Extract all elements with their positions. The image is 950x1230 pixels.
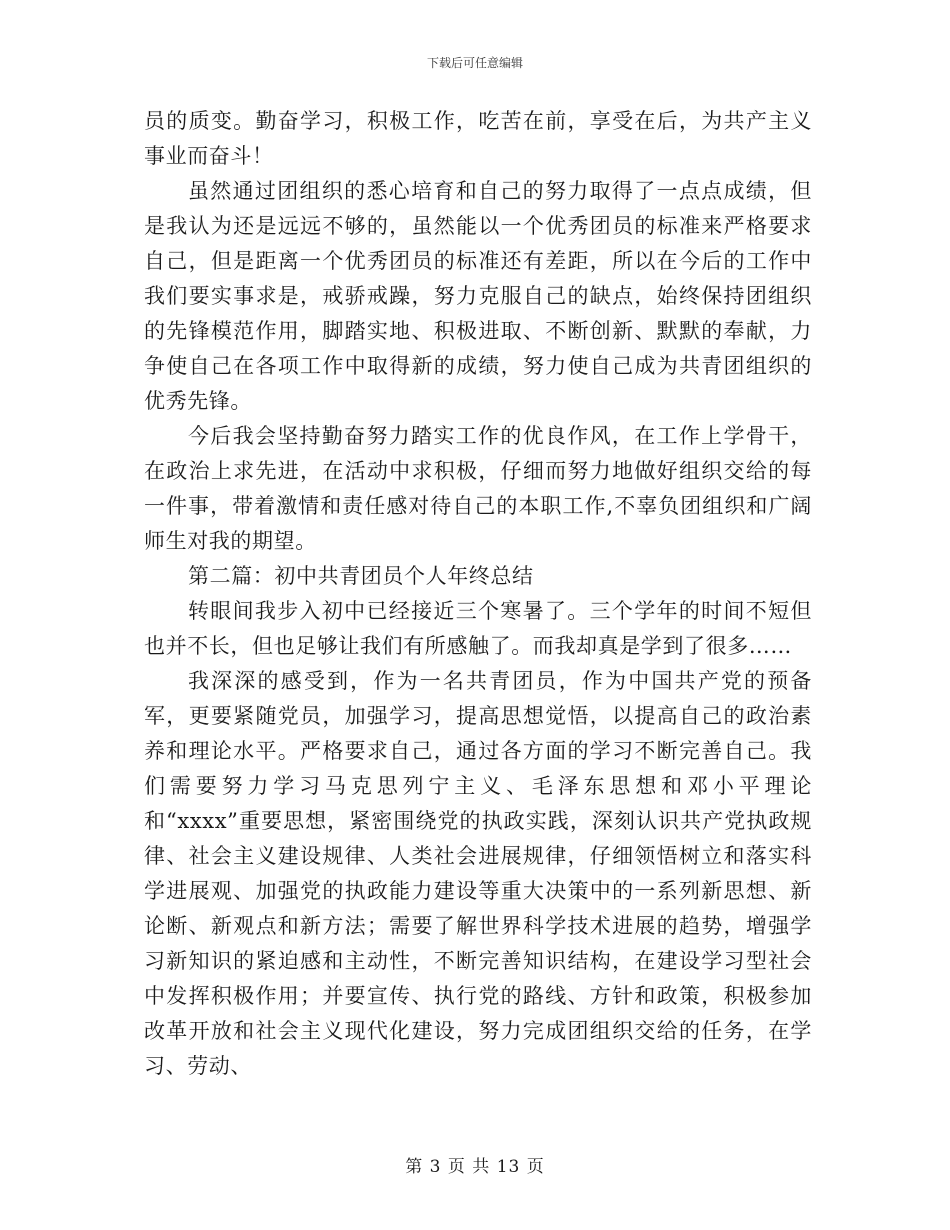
paragraph: 转眼间我步入初中已经接近三个寒暑了。三个学年的时间不短但也并不长，但也足够让我们有所感触了。而我却真是学到了很多……: [144, 599, 812, 658]
document-body: [144, 104, 812, 1084]
section-heading: 第二篇：初中共青团员个人年终总结: [188, 564, 534, 588]
paragraph: 虽然通过团组织的悉心培育和自己的努力取得了一点点成绩，但是我认为还是远远不够的，虽然能以一个优秀团员的标准来严格要求自己，但是距离一个优秀团员的标准还有差距，所以在今后的工作中我们要实事求是，戒骄戒躁，努力克服自己的缺点，始终保持团组织的先锋模范作用，脚踏实地、积极进取、不断创新、默默的奉献，力争使自己在各项工作中取得新的成绩，努力使自己成为共青团组织的优秀先锋。: [144, 179, 812, 413]
paragraph: 我深深的感受到，作为一名共青团员，作为中国共产党的预备军，更要紧随党员，加强学习，提高思想觉悟，以提高自己的政治素养和理论水平。严格要求自己，通过各方面的学习不断完善自己。我们需要努力学习马克思列宁主义、毛泽东思想和邓小平理论和“xxxx”重要思想，紧密围绕党的执政实践，深刻认识共产党执政规律、社会主义建设规律、人类社会进展规律，仔细领悟树立和落实科学进展观、加强党的执政能力建设等重大决策中的一系列新思想、新论断、新观点和新方法；需要了解世界科学技术进展的趋势，增强学习新知识的紧迫感和主动性，不断完善知识结构，在建设学习型社会中发挥积极作用；并要宣传、执行党的路线、方针和政策，积极参加改革开放和社会主义现代化建设，努力完成团组织交给的任务，在学习、劳动、: [144, 669, 812, 1078]
page-number: 第 3 页 共 13 页: [405, 1157, 545, 1177]
paragraph: 员的质变。勤奋学习，积极工作，吃苦在前，享受在后，为共产主义事业而奋斗！: [144, 109, 812, 168]
header-note: 下载后可任意编辑: [426, 56, 523, 70]
paragraph: 今后我会坚持勤奋努力踏实工作的优良作风，在工作上学骨干，在政治上求先进，在活动中求积极，仔细而努力地做好组织交给的每一件事，带着激情和责任感对待自己的本职工作,不辜负团组织和广阔师生对我的期望。: [144, 424, 812, 553]
